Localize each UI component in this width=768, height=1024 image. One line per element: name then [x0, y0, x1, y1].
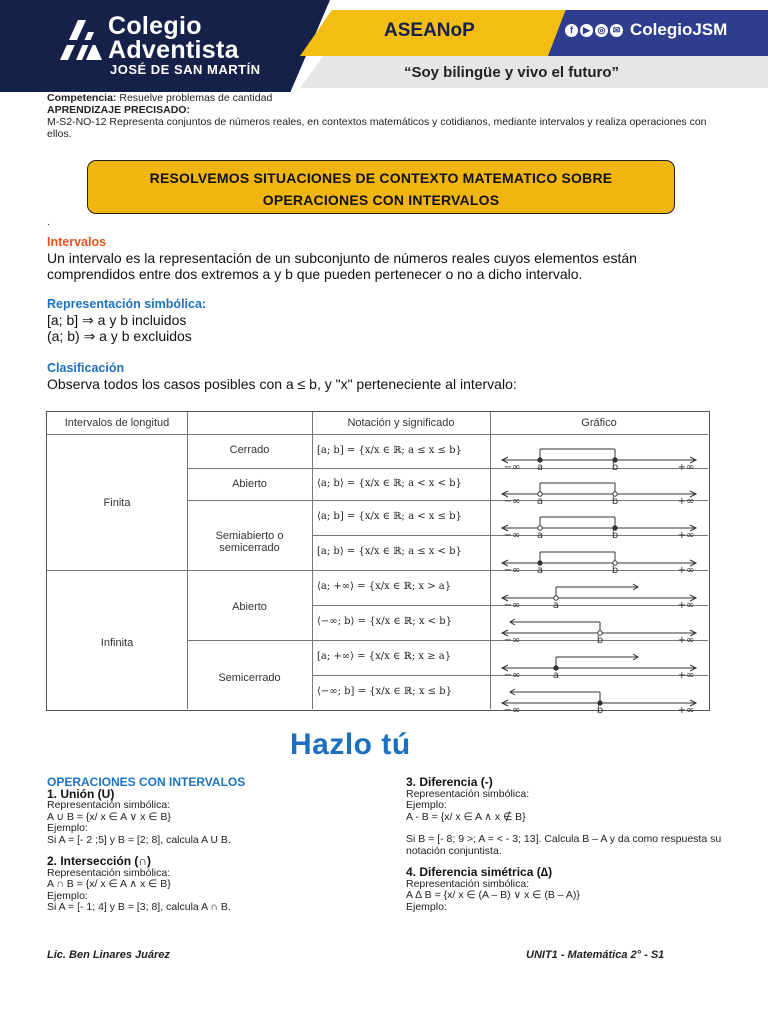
interseccion-example: Si A = [- 1; 4] y B = [3; 8], calcula A ∩ B.: [47, 901, 231, 913]
operations-title: OPERACIONES CON INTERVALOS: [47, 775, 246, 789]
type-abierto: Abierto: [232, 478, 267, 490]
label-a-7: a: [552, 670, 560, 681]
notation-3: ⟨a; b] = {x/x ∈ ℝ; a < x ≤ b}: [317, 511, 462, 522]
label-a-5: a: [552, 600, 560, 611]
pos-inf-label-5: +∞: [677, 600, 695, 611]
interseccion-rep: Representación simbólica:: [47, 866, 171, 879]
simetrica-rep: Representación simbólica:: [406, 877, 530, 890]
title-line-2: OPERACIONES CON INTERVALOS: [262, 192, 500, 208]
header-longitud: Intervalos de longitud: [64, 417, 170, 429]
dot-marker: .: [47, 217, 50, 228]
notation-8: ⟨−∞; b] = {x/x ∈ ℝ; x ≤ b}: [317, 686, 452, 697]
pos-inf-label-8: +∞: [677, 705, 695, 716]
school-motto: “Soy bilingüe y vivo el futuro”: [404, 64, 620, 81]
label-b-2: b: [611, 496, 619, 507]
network-name: ASEANoP: [384, 20, 475, 41]
simetrica-heading: 4. Diferencia simétrica (∆): [406, 865, 553, 879]
intervalos-section: [47, 234, 727, 282]
simetrica-ej: Ejemplo:: [406, 900, 447, 913]
representacion-heading: Representación simbólica:: [47, 297, 207, 311]
diferencia-ej: Ejemplo:: [406, 799, 447, 811]
intervals-table: [46, 411, 710, 716]
notation-2: ⟨a; b⟩ = {x/x ∈ ℝ; a < x < b}: [317, 478, 462, 489]
label-a-1: a: [536, 462, 544, 473]
label-b-8: b: [596, 705, 604, 716]
neg-inf-label-5: −∞: [503, 600, 521, 611]
label-a-2: a: [536, 496, 544, 507]
interseccion-ej: Ejemplo:: [47, 889, 88, 902]
label-b-1: b: [611, 462, 619, 473]
neg-inf-label-8: −∞: [503, 705, 521, 716]
interseccion-formula: A ∩ B = {x/ x ∈ A ∧ x ∈ B}: [47, 878, 171, 890]
union-formula: A ∪ B = {x/ x ∈ A ∨ x ∈ B}: [47, 810, 171, 823]
representacion-line1: [a; b] ⇒ a y b incluidos: [47, 312, 187, 328]
neg-inf-label-1: −∞: [503, 462, 521, 473]
interval-graphs: [490, 434, 708, 716]
social-icons: [565, 24, 623, 37]
header-grafico: Gráfico: [581, 417, 617, 429]
intro-block: [47, 92, 717, 140]
school-logo-icon: [56, 16, 106, 60]
label-a-4: a: [536, 565, 544, 576]
notation-7: [a; +∞⟩ = {x/x ∈ ℝ; x ≥ a}: [317, 651, 452, 662]
simetrica-formula: A ∆ B = {x/ x ∈ (A – B) ∨ x ∈ (B – A)}: [406, 889, 580, 901]
label-b-3: b: [611, 530, 619, 541]
title-line-1: RESOLVEMOS SITUACIONES DE CONTEXTO MATEMATICO SOBRE: [149, 170, 613, 186]
footer-unit: UNIT1 - Matemática 2° - S1: [526, 949, 665, 961]
union-heading: 1. Unión (U): [47, 786, 115, 801]
type-semicerrado: Semicerrado: [218, 672, 281, 684]
instagram-icon[interactable]: ◎: [595, 24, 608, 37]
type-cerrado: Cerrado: [229, 444, 270, 456]
diferencia-formula: A - B = {x/ x ∈ A ∧ x ∉ B}: [406, 810, 526, 823]
row-finita: Finita: [103, 497, 131, 509]
neg-inf-label-4: −∞: [503, 565, 521, 576]
hazlo-tu-heading: Hazlo tú: [290, 728, 411, 761]
pos-inf-label-3: +∞: [677, 530, 695, 541]
union-example: Si A = [- 2 ;5] y B = [2; 8], calcula A U B.: [47, 833, 231, 846]
page-header: [0, 0, 768, 92]
label-b-4: b: [611, 565, 619, 576]
pos-inf-label-7: +∞: [677, 670, 695, 681]
notation-5: ⟨a; +∞⟩ = {x/x ∈ ℝ; x > a}: [317, 581, 452, 592]
competencia-label: Competencia:: [47, 92, 117, 104]
pos-inf-label-6: +∞: [677, 635, 695, 646]
header-notacion: Notación y significado: [347, 417, 455, 429]
social-brand: ColegioJSM: [630, 20, 728, 39]
type-abierto-infinito: Abierto: [232, 601, 267, 613]
youtube-icon[interactable]: ▶: [580, 24, 593, 37]
clasificacion-text: Observa todos los casos posibles con a ≤ b, y "x" perteneciente al intervalo:: [47, 376, 517, 392]
notation-1: [a; b] = {x/x ∈ ℝ; a ≤ x ≤ b}: [317, 445, 462, 456]
school-name-line3: JOSÉ DE SAN MARTÍN: [110, 62, 261, 77]
diferencia-rep: Representación simbólica:: [406, 787, 530, 800]
pos-inf-label-2: +∞: [677, 496, 695, 507]
representacion-line2: (a; b) ⇒ a y b excluidos: [47, 328, 192, 344]
operations-right-column: [406, 777, 726, 913]
notation-4: [a; b⟩ = {x/x ∈ ℝ; a ≤ x < b}: [317, 546, 462, 557]
neg-inf-label-3: −∞: [503, 530, 521, 541]
neg-inf-label-6: −∞: [503, 635, 521, 646]
school-name-line1: Colegio: [108, 12, 202, 40]
diferencia-heading: 3. Diferencia (-): [406, 775, 493, 789]
representacion-section: [47, 296, 727, 344]
notation-6: ⟨−∞; b⟩ = {x/x ∈ ℝ; x < b}: [317, 616, 452, 627]
pos-inf-label-1: +∞: [677, 462, 695, 473]
messenger-icon[interactable]: ✉: [610, 24, 623, 37]
pos-inf-label-4: +∞: [677, 565, 695, 576]
interseccion-heading: 2. Intersección (∩): [47, 854, 152, 868]
aprendizaje-text: M-S2-NO-12 Representa conjuntos de números reales, en contextos matemáticos y cotidianos, mediante intervalos y realiza operaciones con ellos.: [47, 116, 707, 140]
type-semiabierto: Semiabierto o semicerrado: [215, 530, 284, 554]
school-name-line2: Adventista: [108, 36, 239, 64]
competencia-text: Resuelve problemas de cantidad: [116, 92, 273, 104]
label-a-3: a: [536, 530, 544, 541]
footer-author: Lic. Ben Linares Juárez: [47, 949, 170, 961]
neg-inf-label-2: −∞: [503, 496, 521, 507]
facebook-icon[interactable]: f: [565, 24, 578, 37]
diferencia-example: Si B = [- 8; 9 >; A = < - 3; 13]. Calcula B – A y da como respuesta su notación conjuntista.: [406, 833, 722, 857]
intervalos-text: Un intervalo es la representación de un subconjunto de números reales cuyos elementos están comprendidos entre dos extremos a y b que pueden pertenecer o no a dicho intervalo.: [47, 250, 637, 282]
row-infinita: Infinita: [100, 637, 134, 649]
worksheet-title: [87, 160, 675, 214]
clasificacion-heading: Clasificación: [47, 361, 125, 375]
intervalos-heading: Intervalos: [47, 235, 107, 249]
aprendizaje-label: APRENDIZAJE PRECISADO:: [47, 104, 190, 116]
clasificacion-section: [47, 360, 727, 392]
union-rep: Representación simbólica:: [47, 799, 171, 811]
label-b-6: b: [596, 635, 604, 646]
operations-left-column: [47, 777, 387, 914]
union-ej: Ejemplo:: [47, 822, 88, 834]
neg-inf-label-7: −∞: [503, 670, 521, 681]
